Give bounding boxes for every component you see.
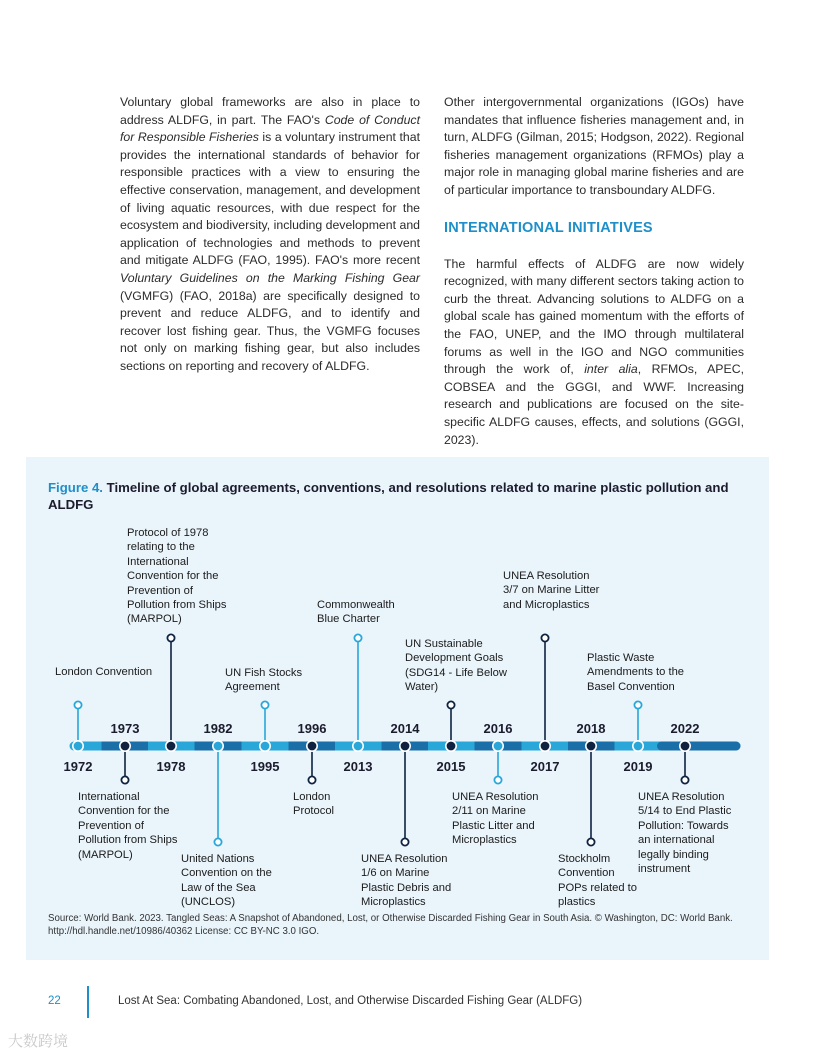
timeline-node (73, 741, 83, 751)
timeline-node (540, 741, 550, 751)
timeline-node (213, 741, 223, 751)
timeline-year-label: 1982 (203, 721, 233, 736)
timeline-event-label: Protocol of 1978 relating to the International Convention for the Prevention of Pollution from Ships (MARPOL) (127, 527, 227, 626)
timeline-stem-end-circle (447, 701, 454, 708)
timeline-year-label: 1996 (297, 721, 327, 736)
timeline-event-label: UNEA Resolution 5/14 to End Plastic Pollution: Towards an international legally binding instrument (638, 791, 732, 876)
timeline-year-label: 1995 (250, 759, 280, 774)
timeline-stem-end-circle (121, 776, 128, 783)
timeline-year-label: 2018 (576, 721, 606, 736)
timeline-stem-end-circle (214, 838, 221, 845)
timeline-stem-end-circle (354, 634, 361, 641)
left-paragraph: Voluntary global frameworks are also in place to address ALDFG, in part. The FAO's Code of Conduct for Responsible Fisheries is a voluntary instrument that provides the international standards of behavior for responsible practices with a view to ensuring the effective conservation, management, and development of living aquatic resources, with due respect for the ecosystem and biodiversity, including development and application of technologies and methods to prevent and mitigate ALDFG (FAO, 1995). FAO's more recent Voluntary Guidelines on the Marking Fishing Gear (VGMFG) (FAO, 2018a) are specifically designed to prevent and reduce ALDFG, and to identify and recover lost fishing gear. Thus, the VGMFG focuses not only on marking fishing gear, but also includes sections on reporting and recovery of ALDFG. (120, 95, 420, 373)
timeline-stem-end-circle (401, 838, 408, 845)
timeline-event-label: London Protocol (293, 791, 335, 818)
timeline-event-label: International Convention for the Prevention of Pollution from Ships (MARPOL) (78, 791, 178, 861)
timeline-year-label: 1973 (110, 721, 140, 736)
timeline-stem-end-circle (167, 634, 174, 641)
timeline-stem-end-circle (681, 776, 688, 783)
watermark-logo: 大数跨境 (8, 1033, 69, 1050)
timeline-stem-end-circle (308, 776, 315, 783)
timeline-year-label: 2015 (436, 759, 466, 774)
timeline-node (493, 741, 503, 751)
timeline-year-label: 2019 (623, 759, 653, 774)
timeline-node (446, 741, 456, 751)
timeline-year-label: 2017 (530, 759, 560, 774)
timeline-year-label: 2013 (343, 759, 373, 774)
timeline-event-label: UNEA Resolution 3/7 on Marine Litter and Microplastics (503, 570, 600, 611)
timeline-stem-end-circle (634, 701, 641, 708)
timeline-event-label: Plastic Waste Amendments to the Basel Convention (587, 652, 685, 693)
timeline-year-label: 2022 (670, 721, 700, 736)
timeline-node (586, 741, 596, 751)
timeline-node (400, 741, 410, 751)
timeline-event-label: London Convention (55, 666, 153, 678)
footer-title: Lost At Sea: Combating Abandoned, Lost, and Otherwise Discarded Fishing Gear (ALDFG) (118, 995, 583, 1007)
timeline-event-label: UN Fish Stocks Agreement (225, 667, 303, 694)
timeline-event-label: UN Sustainable Development Goals (SDG14 - Life Below Water) (405, 638, 507, 694)
right-paragraph-1: Other intergovernmental organizations (IGOs) have mandates that influence fisheries management and, in turn, ALDFG (Gilman, 2015; Hodgson, 2022). Regional fisheries management organizations (RFMOs) play a major role in managing global marine fisheries and are of particular importance to transboundary ALDFG. (444, 95, 744, 197)
figure-title: Figure 4. Timeline of global agreements, conventions, and resolutions related to marine plastic pollution and ALDFG (48, 480, 729, 512)
figure-label: Figure 4. (48, 480, 103, 495)
right-paragraph-2: The harmful effects of ALDFG are now widely recognized, with many different sectors taking action to curb the threat. Advancing solutions to ALDFG on a global scale has gained momentum with the efforts of the FAO, UNEP, and the IMO through multilateral forums as well in the IGO and NGO communities through the work of, inter alia, RFMOs, APEC, COBSEA and the GGGI, and WWF. Increasing research and publications are focused on the site-specific ALDFG causes, effects, and solutions (GGGI, 2023). (444, 256, 745, 447)
timeline-node (680, 741, 690, 751)
timeline-node (166, 741, 176, 751)
timeline-node (307, 741, 317, 751)
timeline-event-label: Commonwealth Blue Charter (317, 599, 395, 626)
timeline-stem-end-circle (261, 701, 268, 708)
timeline-year-label: 2016 (483, 721, 513, 736)
timeline-event-label: United Nations Convention on the Law of the Sea (UNCLOS) (181, 853, 272, 909)
timeline-stem-end-circle (541, 634, 548, 641)
timeline-node (353, 741, 363, 751)
timeline-event-label: UNEA Resolution 1/6 on Marine Plastic Debris and Microplastics (361, 853, 452, 909)
timeline-stem-end-circle (494, 776, 501, 783)
page-number: 22 (48, 995, 61, 1007)
footer-divider (87, 986, 89, 1018)
timeline-stem-end-circle (587, 838, 594, 845)
timeline-year-label: 1978 (156, 759, 186, 774)
figure-source: Source: World Bank. 2023. Tangled Seas: A Snapshot of Abandoned, Lost, or Otherwise Discarded Fishing Gear in South Asia. © Washington, DC: World Bank. http://hdl.handle.net/10986/40362 License: CC BY-NC 3.0 IGO. (48, 913, 733, 937)
timeline-stem-end-circle (74, 701, 81, 708)
timeline-node (633, 741, 643, 751)
timeline-node (260, 741, 270, 751)
timeline-event-label: UNEA Resolution 2/11 on Marine Plastic Litter and Microplastics (452, 791, 539, 847)
timeline-event-label: Stockholm Convention POPs related to plastics (558, 853, 637, 909)
timeline-node (120, 741, 130, 751)
timeline-year-label: 2014 (390, 721, 420, 736)
section-heading: INTERNATIONAL INITIATIVES (444, 219, 653, 236)
timeline-year-label: 1972 (63, 759, 93, 774)
